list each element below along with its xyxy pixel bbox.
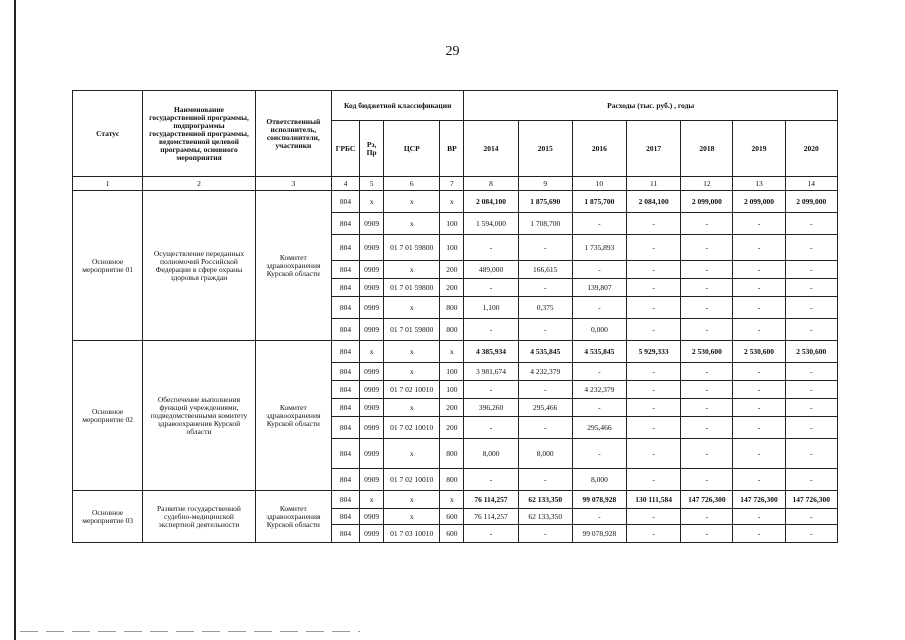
expense-value-cell: - <box>518 381 572 399</box>
expense-value-cell: - <box>627 525 681 543</box>
expense-value-cell: - <box>464 525 518 543</box>
expense-value-cell: 295,466 <box>572 417 626 439</box>
expense-value-cell: - <box>733 261 785 279</box>
event-name-cell: Обеспечение выполнения функций учреждениями, подведомственными комитету здравоохранения Курской области <box>143 341 255 491</box>
expense-value-cell: 1,100 <box>464 297 518 319</box>
expense-value-cell: - <box>464 469 518 491</box>
vr-cell: 100 <box>440 235 464 261</box>
expense-value-cell: - <box>785 319 837 341</box>
csr-cell: х <box>384 509 440 525</box>
expense-value-cell: - <box>627 439 681 469</box>
vr-cell: 100 <box>440 213 464 235</box>
vr-cell: 100 <box>440 363 464 381</box>
column-number: 4 <box>331 177 359 191</box>
column-number: 10 <box>572 177 626 191</box>
grbs-cell: 804 <box>331 297 359 319</box>
expense-value-cell: 166,615 <box>518 261 572 279</box>
expense-value-cell: 489,000 <box>464 261 518 279</box>
status-cell: Основное мероприятие 03 <box>73 491 143 543</box>
expense-value-cell: 62 133,350 <box>518 491 572 509</box>
grbs-cell: 804 <box>331 235 359 261</box>
vr-cell: х <box>440 491 464 509</box>
expense-value-cell: 147 726,300 <box>733 491 785 509</box>
expense-value-cell: 5 929,333 <box>627 341 681 363</box>
header-budget-code: Код бюджетной классификации <box>331 91 463 121</box>
vr-cell: 200 <box>440 261 464 279</box>
expense-value-cell: 8,000 <box>572 469 626 491</box>
expense-value-cell: - <box>572 399 626 417</box>
expense-value-cell: 2 530,600 <box>785 341 837 363</box>
expense-value-cell: 147 726,300 <box>785 491 837 509</box>
csr-cell: 01 7 03 10010 <box>384 525 440 543</box>
column-number: 9 <box>518 177 572 191</box>
grbs-cell: 804 <box>331 525 359 543</box>
expense-value-cell: - <box>627 469 681 491</box>
expense-value-cell: 1 875,700 <box>572 191 626 213</box>
expense-value-cell: 2 530,600 <box>681 341 733 363</box>
grbs-cell: 804 <box>331 319 359 341</box>
expense-value-cell: 2 084,100 <box>627 191 681 213</box>
rzpr-cell: 0909 <box>360 213 384 235</box>
expense-value-cell: - <box>627 399 681 417</box>
expense-value-cell: - <box>518 319 572 341</box>
header-grbs: ГРБС <box>331 121 359 177</box>
header-year: 2016 <box>572 121 626 177</box>
column-number: 2 <box>143 177 255 191</box>
vr-cell: 200 <box>440 279 464 297</box>
expense-value-cell: - <box>733 399 785 417</box>
expense-value-cell: - <box>572 261 626 279</box>
expense-value-cell: 76 114,257 <box>464 491 518 509</box>
expense-value-cell: - <box>785 261 837 279</box>
expense-value-cell: - <box>627 279 681 297</box>
expense-value-cell: - <box>681 469 733 491</box>
csr-cell: 01 7 01 59800 <box>384 319 440 341</box>
expense-value-cell: 1 708,700 <box>518 213 572 235</box>
rzpr-cell: 0909 <box>360 439 384 469</box>
expense-value-cell: - <box>627 363 681 381</box>
rzpr-cell: х <box>360 341 384 363</box>
grbs-cell: 804 <box>331 469 359 491</box>
csr-cell: 01 7 01 59800 <box>384 279 440 297</box>
expense-value-cell: - <box>464 279 518 297</box>
expense-value-cell: 76 114,257 <box>464 509 518 525</box>
executor-cell: Комитет здравоохранения Курской области <box>255 341 331 491</box>
expense-value-cell: 295,466 <box>518 399 572 417</box>
csr-cell: х <box>384 363 440 381</box>
expense-value-cell: - <box>733 525 785 543</box>
page-edge-line <box>14 0 16 640</box>
rzpr-cell: 0909 <box>360 261 384 279</box>
expense-value-cell: - <box>627 509 681 525</box>
expense-value-cell: - <box>785 417 837 439</box>
expense-value-cell: - <box>518 417 572 439</box>
expense-value-cell: - <box>785 525 837 543</box>
budget-table <box>72 90 838 543</box>
column-number: 13 <box>733 177 785 191</box>
expense-value-cell: 396,260 <box>464 399 518 417</box>
expense-value-cell: - <box>627 297 681 319</box>
header-year: 2020 <box>785 121 837 177</box>
grbs-cell: 804 <box>331 191 359 213</box>
expense-value-cell: 4 535,845 <box>518 341 572 363</box>
header-rzpr: Рз, Пр <box>360 121 384 177</box>
rzpr-cell: 0909 <box>360 381 384 399</box>
expense-value-cell: - <box>572 439 626 469</box>
grbs-cell: 804 <box>331 363 359 381</box>
csr-cell: 01 7 01 59800 <box>384 235 440 261</box>
expense-value-cell: 99 078,928 <box>572 525 626 543</box>
column-number: 5 <box>360 177 384 191</box>
expense-value-cell: - <box>464 235 518 261</box>
expense-value-cell: 2 099,000 <box>681 191 733 213</box>
rzpr-cell: 0909 <box>360 235 384 261</box>
expense-value-cell: 4 232,379 <box>572 381 626 399</box>
column-number: 11 <box>627 177 681 191</box>
csr-cell: 01 7 02 10010 <box>384 417 440 439</box>
executor-cell: Комитет здравоохранения Курской области <box>255 191 331 341</box>
expense-value-cell: - <box>733 297 785 319</box>
expense-value-cell: - <box>785 509 837 525</box>
expense-value-cell: - <box>681 213 733 235</box>
header-year: 2019 <box>733 121 785 177</box>
vr-cell: 200 <box>440 417 464 439</box>
expense-value-cell: - <box>464 319 518 341</box>
expense-value-cell: 1 735,893 <box>572 235 626 261</box>
expense-value-cell: - <box>733 363 785 381</box>
rzpr-cell: 0909 <box>360 279 384 297</box>
rzpr-cell: 0909 <box>360 469 384 491</box>
expense-value-cell: - <box>681 363 733 381</box>
footer-scan-line <box>20 631 360 632</box>
grbs-cell: 804 <box>331 417 359 439</box>
expense-value-cell: - <box>681 279 733 297</box>
expense-value-cell: - <box>733 319 785 341</box>
table-row <box>73 341 838 363</box>
expense-value-cell: 62 133,350 <box>518 509 572 525</box>
header-year: 2015 <box>518 121 572 177</box>
expense-value-cell: - <box>733 381 785 399</box>
event-name-cell: Осуществление переданных полномочий Российской Федерации в сфере охраны здоровья граждан <box>143 191 255 341</box>
expense-value-cell: - <box>627 261 681 279</box>
expense-value-cell: - <box>518 469 572 491</box>
table-row <box>73 191 838 213</box>
header-csr: ЦСР <box>384 121 440 177</box>
expense-value-cell: 2 099,000 <box>785 191 837 213</box>
expense-value-cell: 0,000 <box>572 319 626 341</box>
rzpr-cell: 0909 <box>360 319 384 341</box>
expense-value-cell: 2 084,100 <box>464 191 518 213</box>
csr-cell: х <box>384 261 440 279</box>
expense-value-cell: - <box>627 417 681 439</box>
expense-value-cell: - <box>464 417 518 439</box>
expense-value-cell: - <box>681 525 733 543</box>
expense-value-cell: - <box>627 319 681 341</box>
expense-value-cell: - <box>681 399 733 417</box>
expense-value-cell: - <box>785 279 837 297</box>
vr-cell: х <box>440 191 464 213</box>
expense-value-cell: - <box>627 235 681 261</box>
expense-value-cell: 8,000 <box>518 439 572 469</box>
csr-cell: 01 7 02 10010 <box>384 469 440 491</box>
csr-cell: х <box>384 439 440 469</box>
table-body <box>73 191 838 543</box>
expense-value-cell: - <box>733 235 785 261</box>
expense-value-cell: - <box>733 439 785 469</box>
expense-value-cell: - <box>785 213 837 235</box>
grbs-cell: 804 <box>331 213 359 235</box>
grbs-cell: 804 <box>331 381 359 399</box>
vr-cell: 600 <box>440 509 464 525</box>
expense-value-cell: 1 594,000 <box>464 213 518 235</box>
csr-cell: х <box>384 491 440 509</box>
expense-value-cell: - <box>733 417 785 439</box>
column-number: 1 <box>73 177 143 191</box>
expense-value-cell: - <box>681 381 733 399</box>
vr-cell: 200 <box>440 399 464 417</box>
expense-value-cell: - <box>733 279 785 297</box>
expense-value-cell: - <box>572 213 626 235</box>
expense-value-cell: - <box>681 261 733 279</box>
csr-cell: х <box>384 191 440 213</box>
expense-value-cell: 4 232,379 <box>518 363 572 381</box>
event-name-cell: Развитие государственной судебно-медицинской экспертной деятельности <box>143 491 255 543</box>
grbs-cell: 804 <box>331 261 359 279</box>
expense-value-cell: - <box>785 469 837 491</box>
expense-value-cell: - <box>681 319 733 341</box>
column-number-row <box>73 177 838 191</box>
expense-value-cell: - <box>785 399 837 417</box>
expense-value-cell: - <box>785 439 837 469</box>
header-year: 2018 <box>681 121 733 177</box>
expense-value-cell: - <box>518 279 572 297</box>
header-executor: Ответственный исполнитель, соисполнители, участники <box>255 91 331 177</box>
column-number: 7 <box>440 177 464 191</box>
csr-cell: 01 7 02 10010 <box>384 381 440 399</box>
vr-cell: 800 <box>440 297 464 319</box>
grbs-cell: 804 <box>331 491 359 509</box>
expense-value-cell: 4 385,934 <box>464 341 518 363</box>
header-year: 2014 <box>464 121 518 177</box>
rzpr-cell: 0909 <box>360 417 384 439</box>
header-year: 2017 <box>627 121 681 177</box>
expense-value-cell: - <box>572 297 626 319</box>
column-number: 14 <box>785 177 837 191</box>
expense-value-cell: - <box>572 509 626 525</box>
rzpr-cell: 0909 <box>360 509 384 525</box>
header-vr: ВР <box>440 121 464 177</box>
expense-value-cell: - <box>785 363 837 381</box>
expense-value-cell: - <box>681 417 733 439</box>
vr-cell: 800 <box>440 469 464 491</box>
expense-value-cell: - <box>733 469 785 491</box>
expense-value-cell: - <box>681 235 733 261</box>
rzpr-cell: 0909 <box>360 297 384 319</box>
header-status: Статус <box>73 91 143 177</box>
expense-value-cell: - <box>733 213 785 235</box>
expense-value-cell: 2 099,000 <box>733 191 785 213</box>
page-number: 29 <box>445 44 460 59</box>
rzpr-cell: 0909 <box>360 363 384 381</box>
vr-cell: 800 <box>440 439 464 469</box>
expense-value-cell: 8,000 <box>464 439 518 469</box>
expense-value-cell: - <box>518 525 572 543</box>
expense-value-cell: 130 111,584 <box>627 491 681 509</box>
status-cell: Основное мероприятие 01 <box>73 191 143 341</box>
expense-value-cell: - <box>627 213 681 235</box>
csr-cell: х <box>384 213 440 235</box>
header-name: Наименование государственной программы, подпрограммы государственной программы, ведомственной целевой программы, основного мероприятия <box>143 91 255 177</box>
grbs-cell: 804 <box>331 279 359 297</box>
expense-value-cell: 0,375 <box>518 297 572 319</box>
csr-cell: х <box>384 399 440 417</box>
rzpr-cell: 0909 <box>360 399 384 417</box>
executor-cell: Комитет здравоохранения Курской области <box>255 491 331 543</box>
expense-value-cell: 147 726,300 <box>681 491 733 509</box>
expense-value-cell: - <box>681 509 733 525</box>
vr-cell: 600 <box>440 525 464 543</box>
expense-value-cell: - <box>681 297 733 319</box>
expense-value-cell: 1 875,690 <box>518 191 572 213</box>
expense-value-cell: 99 078,928 <box>572 491 626 509</box>
expense-value-cell: - <box>572 363 626 381</box>
table-row <box>73 491 838 509</box>
expense-value-cell: - <box>785 297 837 319</box>
csr-cell: х <box>384 297 440 319</box>
grbs-cell: 804 <box>331 439 359 469</box>
expense-value-cell: - <box>464 381 518 399</box>
expense-value-cell: - <box>733 509 785 525</box>
header-expenses: Расходы (тыс. руб.) , годы <box>464 91 838 121</box>
column-number: 3 <box>255 177 331 191</box>
expense-value-cell: 139,807 <box>572 279 626 297</box>
expense-value-cell: - <box>681 439 733 469</box>
vr-cell: 100 <box>440 381 464 399</box>
expense-value-cell: 3 981,674 <box>464 363 518 381</box>
column-number: 6 <box>384 177 440 191</box>
rzpr-cell: х <box>360 491 384 509</box>
grbs-cell: 804 <box>331 509 359 525</box>
rzpr-cell: х <box>360 191 384 213</box>
expense-value-cell: 4 535,845 <box>572 341 626 363</box>
column-number: 8 <box>464 177 518 191</box>
vr-cell: 800 <box>440 319 464 341</box>
grbs-cell: 804 <box>331 399 359 417</box>
expense-value-cell: 2 530,600 <box>733 341 785 363</box>
grbs-cell: 804 <box>331 341 359 363</box>
column-number: 12 <box>681 177 733 191</box>
expense-value-cell: - <box>627 381 681 399</box>
status-cell: Основное мероприятие 02 <box>73 341 143 491</box>
expense-value-cell: - <box>518 235 572 261</box>
expense-value-cell: - <box>785 381 837 399</box>
rzpr-cell: 0909 <box>360 525 384 543</box>
csr-cell: х <box>384 341 440 363</box>
expense-value-cell: - <box>785 235 837 261</box>
vr-cell: х <box>440 341 464 363</box>
